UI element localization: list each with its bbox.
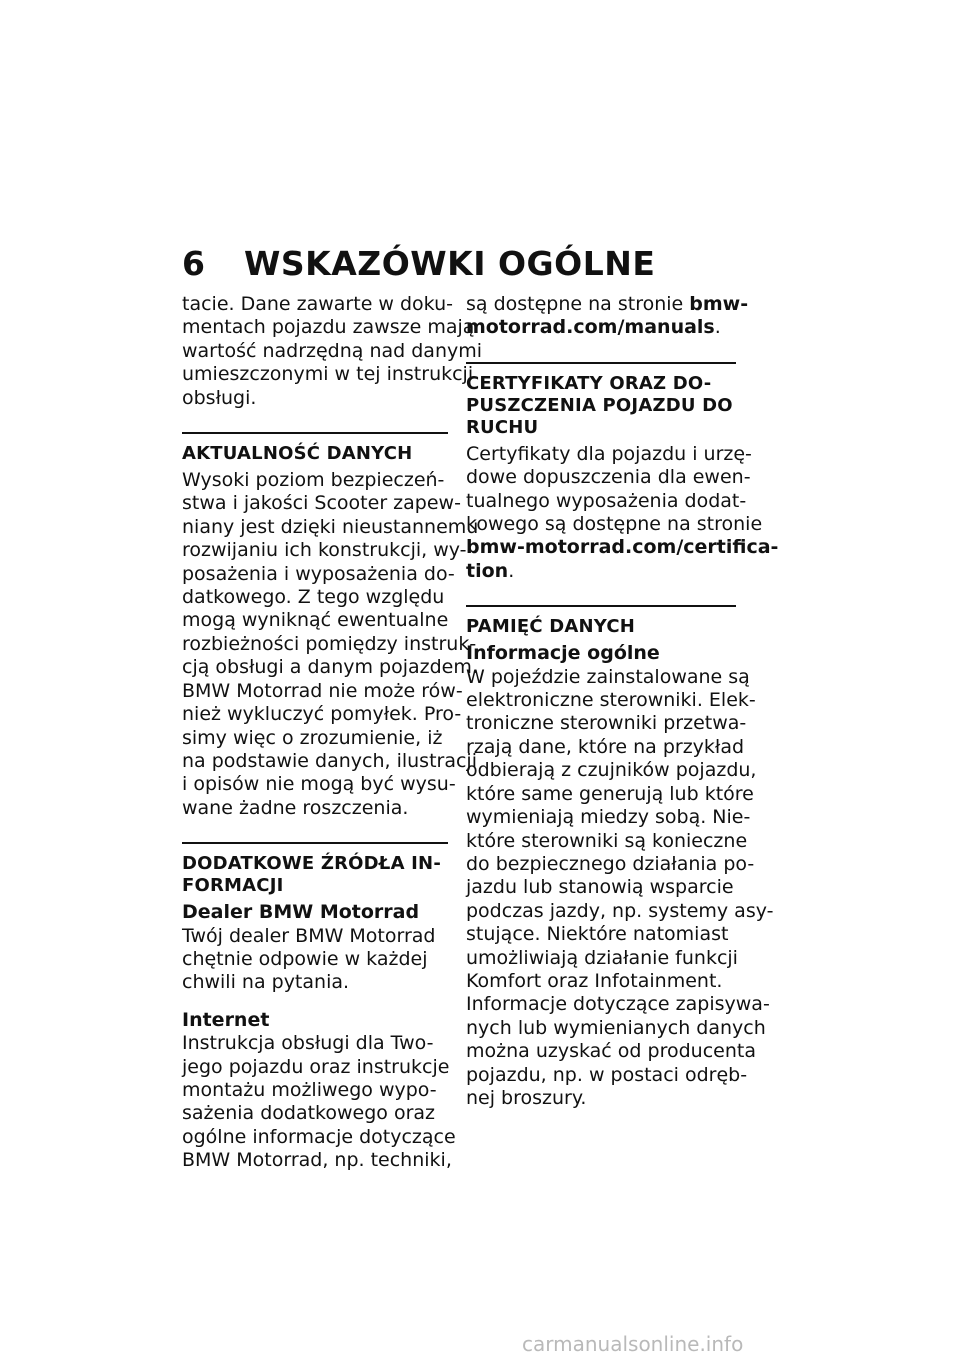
text-line: podczas jazdy, np. systemy asy- bbox=[466, 899, 774, 922]
watermark: carmanualsonline.info bbox=[522, 1332, 744, 1356]
heading-line: RUCHU bbox=[466, 416, 539, 438]
chapter-number: 6 bbox=[182, 244, 206, 283]
text-line bbox=[466, 316, 750, 339]
text-line: umożliwiają działanie funkcji bbox=[466, 946, 738, 969]
text-line bbox=[466, 293, 750, 316]
left-column bbox=[182, 293, 483, 1173]
section-divider bbox=[182, 432, 448, 434]
text-line: obsługi. bbox=[182, 386, 257, 409]
certification-link-continued[interactable]: tion bbox=[466, 559, 509, 582]
heading-line: PUSZCZENIA POJAZDU DO bbox=[466, 394, 733, 416]
text-line: można uzyskać od producenta bbox=[466, 1040, 756, 1063]
heading-line: DODATKOWE ŹRÓDŁA IN- bbox=[182, 853, 441, 875]
text-line: do bezpiecznego działania po- bbox=[466, 852, 755, 875]
aktualnosc-paragraph bbox=[182, 469, 479, 820]
manuals-link[interactable]: bmw- bbox=[689, 293, 749, 315]
text-line: ogólne informacje dotyczące bbox=[182, 1125, 456, 1148]
dealer-heading: Dealer BMW Motorrad bbox=[182, 901, 420, 924]
text-line: datkowego. Z tego względu bbox=[182, 586, 445, 609]
section-divider bbox=[466, 362, 736, 364]
text-line: kowego są dostępne na stronie bbox=[466, 513, 763, 536]
text-line: troniczne sterowniki przetwa- bbox=[466, 712, 747, 735]
text-line bbox=[466, 560, 750, 583]
intro-paragraph bbox=[182, 293, 483, 410]
text-line: odbierają z czujników pojazdu, bbox=[466, 759, 757, 782]
general-info-heading: Informacje ogólne bbox=[466, 642, 660, 665]
text-line: wartość nadrzędną nad danymi bbox=[182, 339, 483, 362]
text-line: BMW Motorrad, np. techniki, bbox=[182, 1149, 452, 1172]
text-line: W pojeździe zainstalowane są bbox=[466, 665, 750, 688]
pamiec-paragraph bbox=[466, 665, 774, 1111]
heading-line: FORMACJI bbox=[182, 875, 284, 897]
text-line: które sterowniki są konieczne bbox=[466, 829, 748, 852]
text-line: mogą wyniknąć ewentualne bbox=[182, 609, 449, 632]
manuals-text: są dostępne na stronie bbox=[466, 293, 690, 315]
heading-line: CERTYFIKATY ORAZ DO- bbox=[466, 372, 712, 394]
certyfikaty-paragraph bbox=[466, 442, 779, 583]
text-line: simy więc o zrozumienie, iż bbox=[182, 726, 443, 749]
text-line: nież wykluczyć pomyłek. Pro- bbox=[182, 703, 462, 726]
section-divider bbox=[182, 842, 448, 844]
text-line: Certyfikaty dla pojazdu i urzę- bbox=[466, 442, 752, 465]
text-line: montażu możliwego wypo- bbox=[182, 1078, 437, 1101]
text-line: tualnego wyposażenia dodat- bbox=[466, 489, 747, 512]
text-line: Instrukcja obsługi dla Two- bbox=[182, 1032, 434, 1055]
text-line: chętnie odpowie w każdej bbox=[182, 947, 428, 970]
section-divider bbox=[466, 605, 736, 607]
text-line: wymieniają miedzy sobą. Nie- bbox=[466, 806, 751, 829]
text-line: mentach pojazdu zawsze mają bbox=[182, 316, 475, 339]
text-line: umieszczonymi w tej instrukcji bbox=[182, 363, 474, 386]
section-heading-zrodla bbox=[182, 853, 454, 897]
text-line: posażenia i wyposażenia do- bbox=[182, 562, 455, 585]
text-line: Wysoki poziom bezpieczeń- bbox=[182, 469, 445, 492]
text-line: chwili na pytania. bbox=[182, 971, 350, 994]
punctuation: . bbox=[508, 559, 515, 582]
text-line: niany jest dzięki nieustannemu bbox=[182, 515, 479, 538]
manuals-link-continued[interactable]: motorrad.com/manuals bbox=[466, 316, 715, 339]
text-line: rozwijaniu ich konstrukcji, wy- bbox=[182, 539, 467, 562]
text-line: jego pojazdu oraz instrukcje bbox=[182, 1055, 450, 1078]
text-line: jazdu lub stanowią wsparcie bbox=[466, 876, 734, 899]
text-line: sażenia dodatkowego oraz bbox=[182, 1102, 436, 1125]
text-line: nej broszury. bbox=[466, 1086, 587, 1109]
text-line: Informacje dotyczące zapisywa- bbox=[466, 993, 770, 1016]
manuals-paragraph bbox=[466, 293, 750, 340]
text-line: elektroniczne sterowniki. Elek- bbox=[466, 689, 756, 712]
section-heading-aktualnosc: AKTUALNOŚĆ DANYCH bbox=[182, 443, 413, 465]
internet-heading: Internet bbox=[182, 1008, 270, 1031]
right-column bbox=[466, 293, 779, 1110]
section-heading-pamiec: PAMIĘĆ DANYCH bbox=[466, 616, 636, 638]
text-line: pojazdu, np. w postaci odręb- bbox=[466, 1063, 748, 1086]
text-line: rozbieżności pomiędzy instruk- bbox=[182, 632, 477, 655]
text-line: Twój dealer BMW Motorrad bbox=[182, 924, 436, 947]
section-heading-certyfikaty bbox=[466, 373, 750, 439]
text-line: i opisów nie mogą być wysu- bbox=[182, 773, 456, 796]
certification-link[interactable]: bmw-motorrad.com/certifica- bbox=[466, 536, 779, 559]
chapter-title: WSKAZÓWKI OGÓLNE bbox=[244, 244, 656, 283]
page-title bbox=[182, 244, 655, 283]
text-line: tacie. Dane zawarte w doku- bbox=[182, 293, 454, 315]
text-line: Komfort oraz Infotainment. bbox=[466, 969, 723, 992]
text-line: stujące. Niektóre natomiast bbox=[466, 923, 729, 946]
text-line: które same generują lub które bbox=[466, 782, 754, 805]
internet-paragraph bbox=[182, 1032, 454, 1172]
text-line: BMW Motorrad nie może rów- bbox=[182, 679, 463, 702]
text-line: dowe dopuszczenia dla ewen- bbox=[466, 466, 751, 489]
text-line: cją obsługi a danym pojazdem. bbox=[182, 656, 478, 679]
text-line: na podstawie danych, ilustracji bbox=[182, 749, 477, 772]
text-line: stwa i jakości Scooter zapew- bbox=[182, 492, 461, 515]
punctuation: . bbox=[714, 316, 721, 339]
text-line: wane żadne roszczenia. bbox=[182, 796, 409, 819]
text-line: nych lub wymienianych danych bbox=[466, 1016, 766, 1039]
dealer-paragraph bbox=[182, 925, 454, 995]
text-line: rzają dane, które na przykład bbox=[466, 735, 745, 758]
